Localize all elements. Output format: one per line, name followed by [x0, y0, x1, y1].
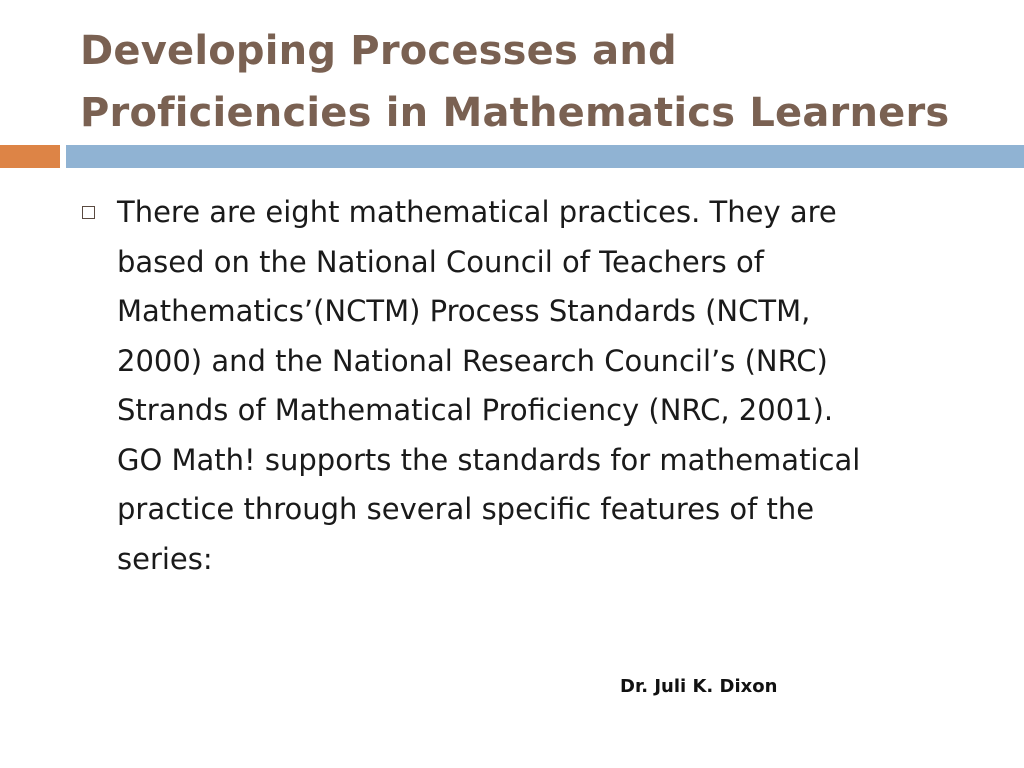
slide-title-line-2: Proficiencies in Mathematics Learners	[80, 90, 950, 136]
title-underline-blue-bar	[66, 145, 1024, 168]
bullet-text-line: Strands of Mathematical Proficiency (NRC, 2001).	[117, 393, 834, 427]
bullet-text	[117, 188, 980, 584]
hollow-square-bullet-icon	[82, 206, 95, 219]
bullet-text-line: 2000) and the National Research Council’s (NRC)	[117, 343, 828, 378]
bullet-text-line: GO Math! supports the standards for mathematical	[117, 442, 861, 477]
bullet-text-line: based on the National Council of Teachers of	[117, 244, 764, 279]
bullet-item	[80, 188, 980, 584]
bullet-text-line: Mathematics’(NCTM) Process Standards (NCTM,	[117, 294, 811, 328]
bullet-list	[80, 188, 980, 584]
bullet-text-line: practice through several specific features of the	[117, 492, 815, 526]
title-underline-orange-bar	[0, 145, 60, 168]
author-credit: Dr. Juli K. Dixon	[620, 676, 778, 697]
bullet-text-line: series:	[117, 541, 213, 576]
slide-title-line-1: Developing Processes and	[80, 28, 677, 74]
bullet-text-line: There are eight mathematical practices. They are	[117, 195, 837, 229]
slide-title	[80, 20, 1000, 144]
